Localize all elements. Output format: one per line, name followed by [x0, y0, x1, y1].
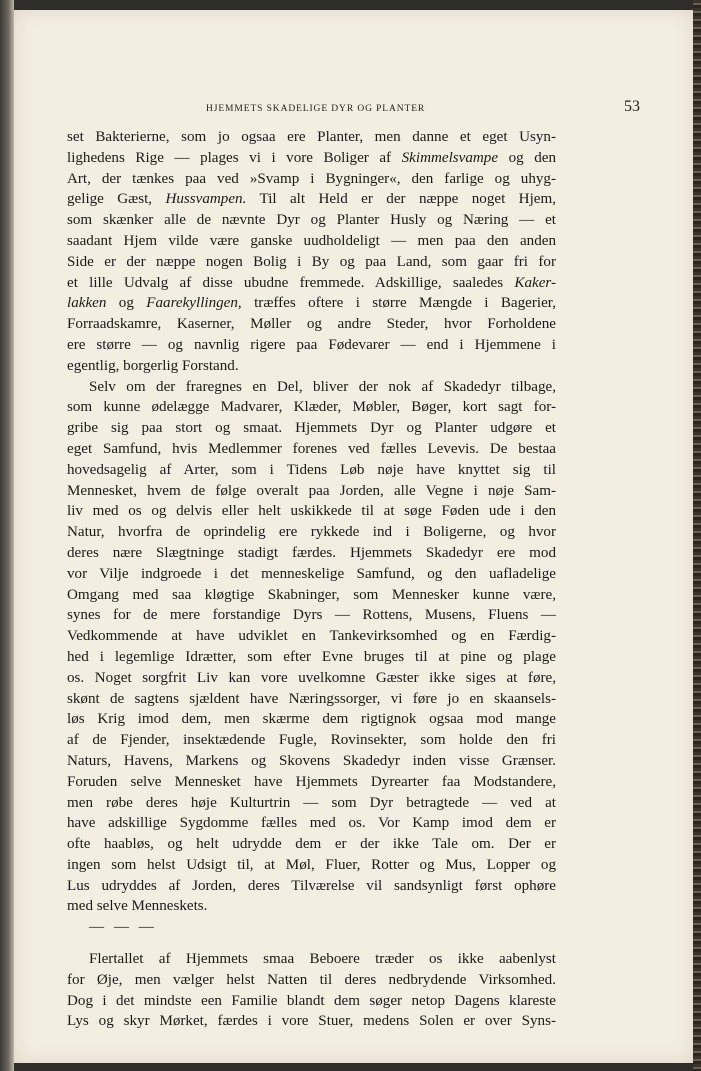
text-line: [67, 273, 556, 294]
text-line: ingen som helst Udsigt til, at Møl, Fluer, Rotter og Mus, Lopper og: [67, 856, 556, 873]
text-line: Natur, hvorfra de oprindelig ere rykkede ind i Boligerne, og hvor: [67, 524, 556, 541]
italic-term: Skimmelsvampe: [401, 149, 499, 166]
text-line: hovedsagelig af Arter, som i Tidens Løb nøje have knyttet sig til: [67, 461, 556, 478]
text-line: skønt de sagtens sjældent have Næringssorger, vi føre jo en skaansels-: [67, 690, 556, 707]
text-segment: lighedens Rige — plages vi i vore Boliger af: [67, 149, 402, 166]
text-line: Selv om der fraregnes en Del, bliver der nok af Skadedyr tilbage,: [89, 378, 556, 395]
italic-term: Faarekyllingen,: [146, 295, 242, 312]
text-line: os. Noget sorgfrit Liv kan vore uvelkomne Gæster ikke siges at føre,: [67, 669, 556, 686]
text-line: Forraadskamre, Kaserner, Møller og andre Steder, hvor Forholdene: [67, 316, 556, 333]
text-line: med selve Menneskets.: [67, 898, 208, 915]
text-line: løs Krig imod dem, men skærme dem rigtignok ogsaa mod mange: [67, 711, 556, 728]
text-line: have adskillige Sygdomme fælles med os. Vor Kamp imod dem er: [67, 815, 556, 832]
text-line: Flertallet af Hjemmets smaa Beboere træder os ikke aabenlyst: [89, 951, 556, 968]
text-line: [67, 293, 556, 314]
text-line: Mennesket, hvem de følge overalt paa Jorden, alle Vegne i nøje Sam-: [67, 482, 556, 499]
text-line: vor Vilje indgroede i det menneskelige Samfund, og den uafladelige: [67, 565, 556, 582]
text-line: liv med os og delvis eller helt uskikkede til at søge Føden ude i den: [67, 503, 556, 520]
text-line: egentlig, borgerlig Forstand.: [67, 357, 239, 374]
running-head: HJEMMETS SKADELIGE DYR OG PLANTER: [206, 104, 426, 114]
text-line: som kunne ødelægge Madvarer, Klæder, Møbler, Bøger, kort sagt for-: [67, 399, 556, 416]
text-line: gribe sig paa stort og smaat. Hjemmets Dyr og Planter udgøre et: [67, 420, 556, 437]
italic-term: Kaker-: [514, 274, 556, 291]
text-segment: og: [106, 295, 147, 312]
text-line: Omgang med saa kløgtige Skabninger, som Mennesker kunne være,: [67, 586, 556, 603]
text-line: hed i legemlige Idrætter, som efter Evne bruges til at pine og plage: [67, 648, 556, 665]
text-line: set Bakterierne, som jo ogsaa ere Planter, men danne et eget Usyn-: [67, 129, 556, 145]
text-line: [67, 189, 556, 210]
page-header: [62, 98, 641, 122]
page-body: [67, 127, 556, 1032]
text-line: Lys og skyr Mørket, færdes i vore Stuer, medens Solen er over Syns-: [67, 1013, 556, 1030]
text-line: ere større — og navnlig rigere paa Fødevarer — end i Hjemmene i: [67, 336, 556, 353]
text-line: Side er der næppe nogen Bolig i By og paa Land, som gaar fri for: [67, 253, 556, 270]
text-line: ofte haabløs, og helt udrydde dem er der ikke Tale om. Der er: [67, 836, 556, 853]
text-line: men røbe deres høje Kulturtrin — som Dyr betragtede — ved at: [67, 794, 556, 811]
text-line: Dog i det mindste een Familie blandt dem søger netop Dagens klareste: [67, 992, 556, 1009]
text-line: for Øje, men vælger helst Natten til deres nedbrydende Virksomhed.: [67, 971, 556, 988]
text-line: eget Samfund, hvis Medlemmer forenes ved fælles Levevis. De bestaa: [67, 440, 556, 457]
page-number: 53: [624, 98, 640, 115]
italic-term: lakken: [67, 295, 107, 312]
text-line: som skænker alle de nævnte Dyr og Planter Husly og Næring — et: [67, 212, 556, 229]
text-segment: træffes oftere i større Mængde i Bagerier,: [241, 295, 556, 312]
page-edge: [693, 0, 701, 1071]
section-separator: — — —: [89, 919, 157, 936]
text-line: Naturs, Havens, Markens og Skovens Skadedyr inden visse Grænser.: [67, 752, 556, 769]
text-segment: et lille Udvalg af disse ubudne fremmede. Adskillige, saaledes: [67, 274, 515, 291]
text-line: synes for de mere forstandige Dyrs — Rottens, Musens, Fluens —: [67, 607, 556, 624]
text-line: [67, 148, 556, 169]
book-gutter-shadow: [0, 0, 14, 1071]
italic-term: Hussvampen.: [165, 191, 247, 208]
text-segment: og den: [498, 149, 556, 166]
text-line: Foruden selve Mennesket have Hjemmets Dyrearter faa Modstandere,: [67, 773, 556, 790]
text-line: Vedkommende at have udviklet en Tankevirksomhed og en Færdig-: [67, 628, 556, 645]
text-line: saadant Hjem vilde være ganske uudholdeligt — men paa den anden: [67, 232, 556, 249]
text-line: Lus udryddes af Jorden, deres Tilværelse vil sandsynligt først ophøre: [67, 877, 556, 894]
text-line: deres nære Slægtninge stadigt færdes. Hjemmets Skadedyr ere mod: [67, 544, 556, 561]
text-line: af de Fjender, insektædende Fugle, Rovinsekter, som holde den fri: [67, 732, 556, 749]
text-segment: Til alt Held er der næppe noget Hjem,: [246, 191, 556, 208]
text-segment: gelige Gæst,: [67, 191, 166, 208]
paragraph-gap: [67, 938, 556, 949]
text-line: Art, der tænkes paa ved »Svamp i Bygninger«, den farlige og uhyg-: [67, 170, 556, 187]
